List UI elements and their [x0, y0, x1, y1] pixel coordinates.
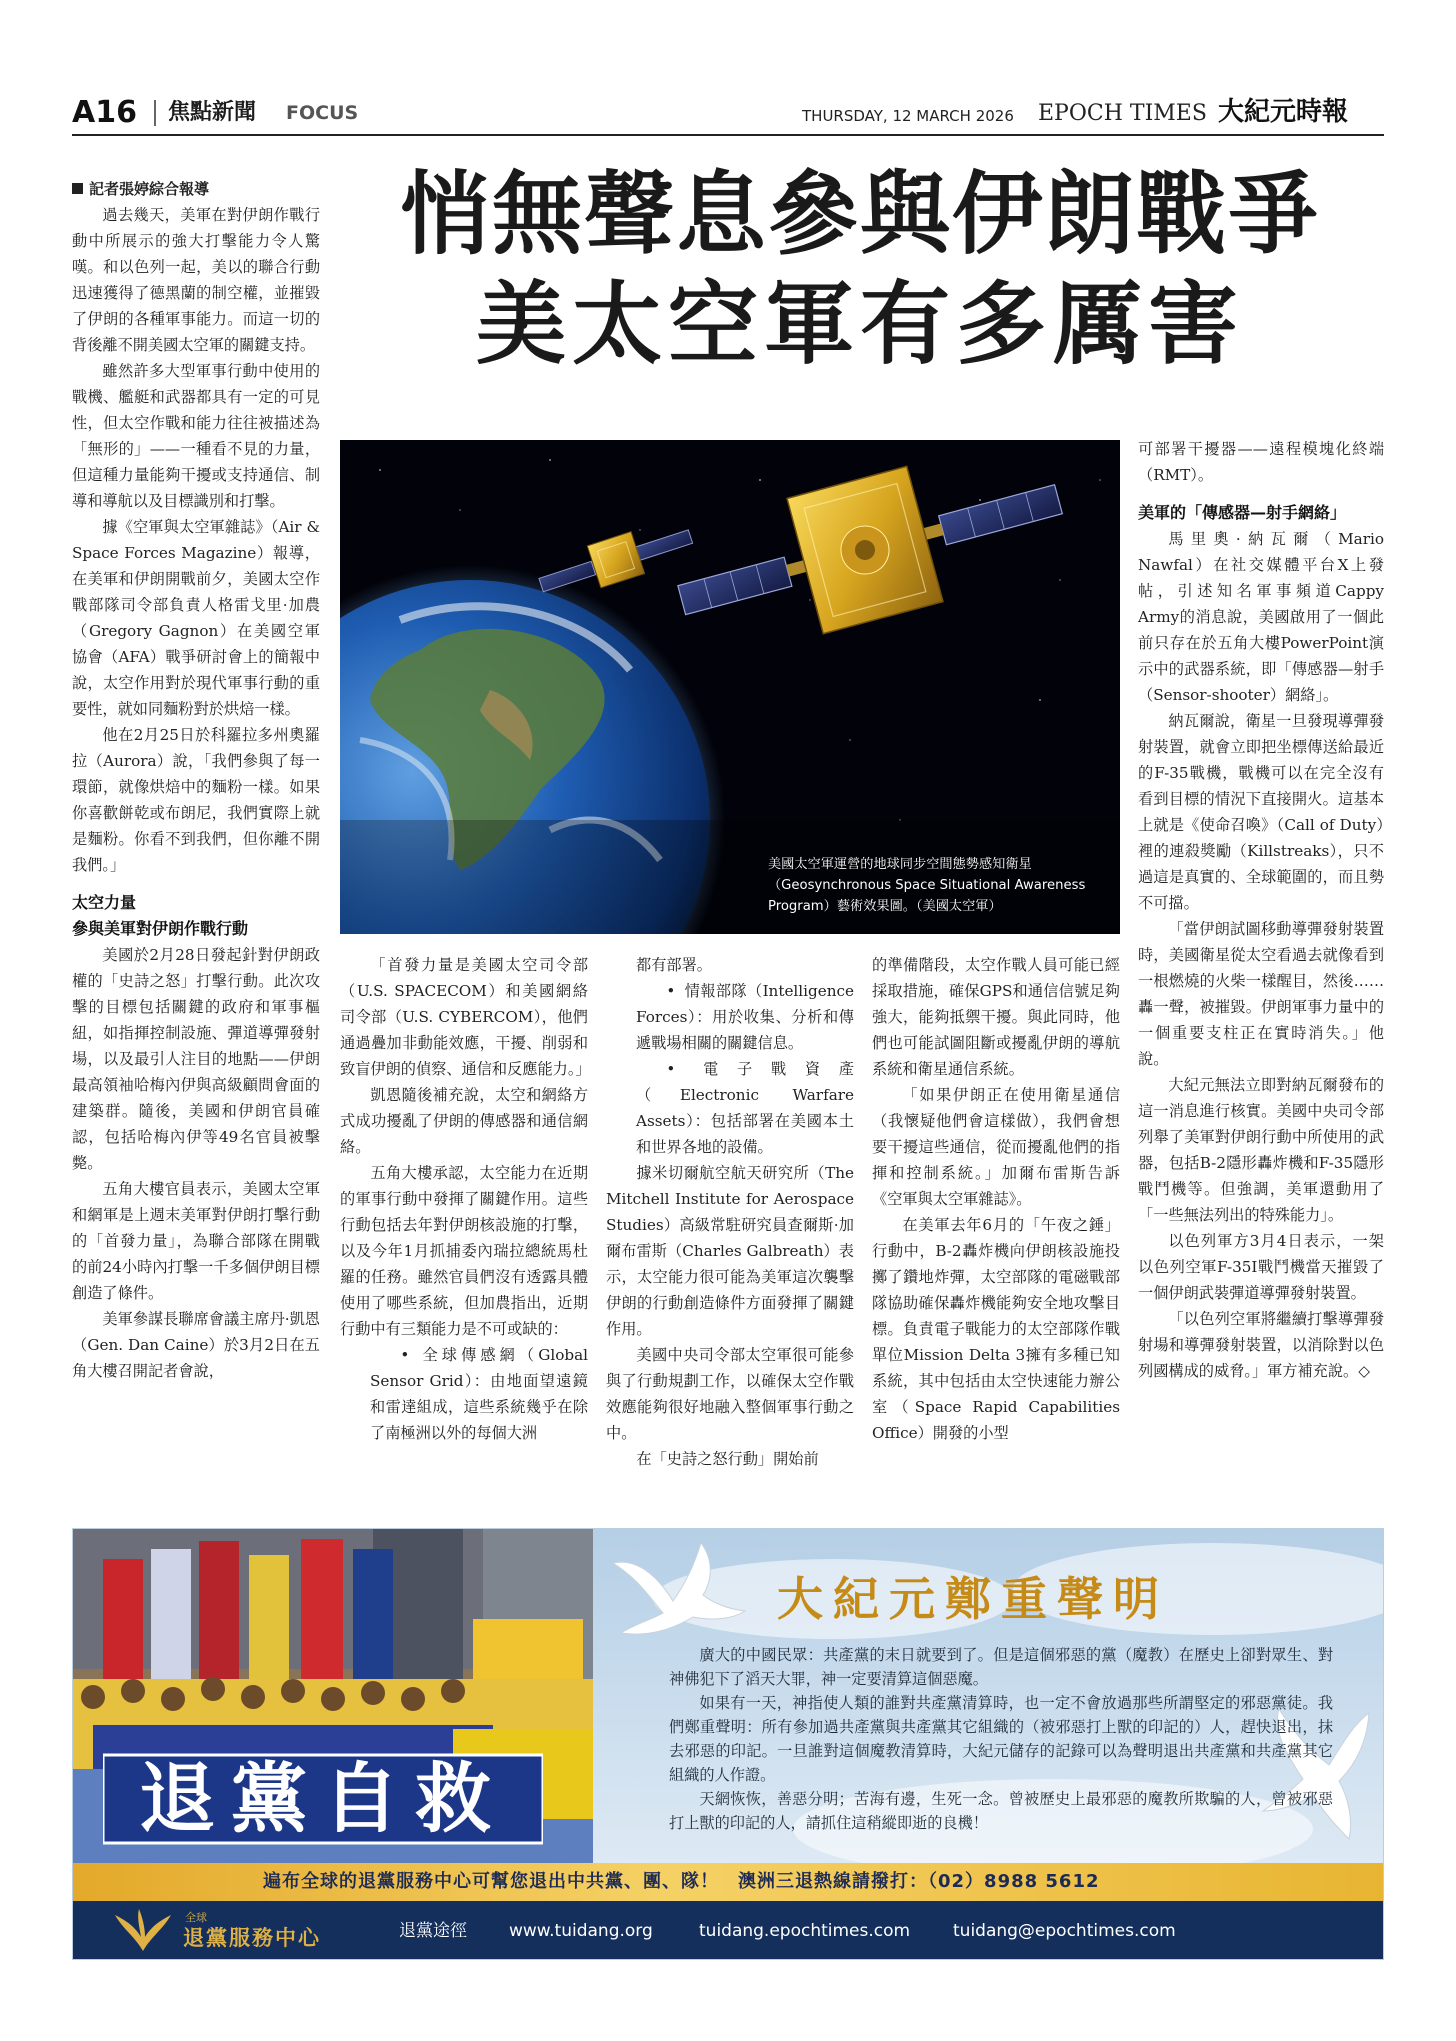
paragraph: 以色列軍方3月4日表示，一架以色列空軍F-35I戰鬥機當天摧毀了一個伊朗武裝彈道導彈發射裝置。	[1138, 1232, 1384, 1302]
article-column-3	[606, 952, 854, 1472]
paragraph: 美國中央司令部太空軍很可能參與了行動規劃工作，以確保太空作戰效應能夠很好地融入整個軍事行動之中。	[606, 1346, 854, 1442]
links-label: 退黨途徑	[399, 1921, 467, 1941]
paragraph: 過去幾天，美軍在對伊朗作戰行動中所展示的強大打擊能力令人驚嘆。和以色列一起，美以的聯合行動迅速獲得了德黑蘭的制空權，並摧毀了伊朗的各種軍事能力。而這一切的背後離不開美國太空軍的關鍵支持。	[72, 206, 320, 354]
ad-statement	[669, 1643, 1333, 1835]
paragraph: 「當伊朗試圖移動導彈發射裝置時，美國衛星從太空看過去就像看到一根燃燒的火柴一樣醒目，然後……轟一聲，被摧毀。伊朗軍事力量中的一個重要支柱正在實時消失。」他說。	[1138, 920, 1384, 1068]
issue-date: THURSDAY, 12 MARCH 2026	[802, 107, 1014, 125]
article-column-4	[872, 952, 1120, 1446]
bullet-item: • 全球傳感網（Global Sensor Grid）：由地面望遠鏡和雷達組成，這些系統幾乎在除了南極洲以外的每個大洲	[370, 1346, 588, 1442]
links-bar	[73, 1901, 1384, 1960]
subheading: 美軍的「傳感器—射手網絡」	[1138, 503, 1347, 522]
tuidang-logo: 全球 退黨服務中心	[113, 1907, 323, 1955]
headline-line-1: 悄無聲息參與伊朗戰爭	[400, 162, 1320, 267]
paragraph: 馬里奧·納瓦爾（Mario Nawfal）在社交媒體平台X上發帖，引述知名軍事頻道Cappy Army的消息說，美國啟用了一個此前只存在於五角大樓PowerPoint演示中的武器系統，即「傳感器—射手（Sensor-shooter）網絡」。	[1138, 530, 1384, 704]
paragraph: 都有部署。	[636, 956, 712, 974]
paragraph: 據米切爾航空航天研究所（The Mitchell Institute for Aerospace Studies）高級常駐研究員查爾斯·加爾布雷斯（Charles Galbreath）表示，太空能力很可能為美軍這次襲擊伊朗的行動創造條件方面發揮了關鍵作用。	[606, 1164, 854, 1338]
paragraph: 可部署干擾器——遠程模塊化終端（RMT）。	[1138, 440, 1384, 484]
tuidang-website-link[interactable]: www.tuidang.org	[509, 1921, 653, 1941]
article-column-2	[340, 952, 591, 1446]
section-name-en: FOCUS	[286, 102, 359, 124]
tuidang-email-link[interactable]: tuidang@epochtimes.com	[953, 1921, 1176, 1941]
byline: 記者張婷綜合報導	[72, 176, 320, 202]
paragraph: 在美軍去年6月的「午夜之錘」行動中，B-2轟炸機向伊朗核設施投擲了鑽地炸彈，太空部隊的電磁戰部隊協助確保轟炸機能夠安全地攻擊目標。負責電子戰能力的太空部隊作戰單位Mission Delta 3擁有多種已知系統，其中包括由太空快速能力辦公室（Space Rapid Capabilities Office）開發的小型	[872, 1216, 1120, 1442]
paragraph: 「以色列空軍將繼續打擊導彈發射場和導彈發射裝置，以消除對以色列國構成的威脅。」軍方補充說。◇	[1138, 1310, 1384, 1380]
paragraph: 五角大樓承認，太空能力在近期的軍事行動中發揮了關鍵作用。這些行動包括去年對伊朗核設施的打擊，以及今年1月抓捕委內瑞拉總統馬杜羅的任務。雖然官員們沒有透露具體使用了哪些系統，但加農指出，近期行動中有三類能力是不可或缺的：	[340, 1164, 588, 1338]
paragraph: 大紀元無法立即對納瓦爾發布的這一消息進行核實。美國中央司令部列舉了美軍對伊朗行動中所使用的武器，包括B-2隱形轟炸機和F-35隱形戰鬥機等。但強調，美軍還動用了「一些無法列出的特殊能力」。	[1138, 1076, 1384, 1224]
paragraph: 美軍參謀長聯席會議主席丹·凱恩（Gen. Dan Caine）於3月2日在五角大樓召開記者會說，	[72, 1310, 320, 1380]
wings-icon	[113, 1907, 173, 1955]
page-header	[72, 96, 1384, 136]
article-column-1	[72, 176, 320, 1384]
satellite-photo	[340, 440, 1120, 934]
square-bullet-icon	[72, 183, 83, 194]
subheading: 參與美軍對伊朗作戰行動	[72, 919, 249, 938]
paragraph: 據《空軍與太空軍雜誌》（Air & Space Forces Magazine）報導，在美軍和伊朗開戰前夕，美國太空作戰部隊司令部負責人格雷戈里·加農（Gregory Gagnon）在美國空軍協會（AFA）戰爭研討會上的簡報中說，太空作用對於現代軍事行動的重要性，就如同麵粉對於烘焙一樣。	[72, 518, 320, 718]
headline	[340, 160, 1380, 380]
paragraph: 雖然許多大型軍事行動中使用的戰機、艦艇和武器都具有一定的可見性，但太空作戰和能力往往被描述為「無形的」——一種看不見的力量，但這種力量能夠干擾或支持通信、制導和導航以及目標識別和打擊。	[72, 362, 320, 510]
bullet-item: • 電子戰資產（Electronic Warfare Assets）：包括部署在美國本土和世界各地的設備。	[636, 1060, 854, 1156]
section-name: 焦點新聞	[168, 100, 257, 125]
paragraph: 他在2月25日於科羅拉多州奧羅拉（Aurora）說，「我們參與了每一環節，就像烘焙中的麵粉一樣。如果你喜歡餅乾或布朗尼，我們實際上就是麵粉。你看不到我們，但你離不開我們。」	[72, 726, 320, 874]
bullet-item: • 情報部隊（Intelligence Forces）：用於收集、分析和傳遞戰場相關的關鍵信息。	[636, 982, 854, 1052]
article-column-5	[1138, 436, 1384, 1384]
paragraph: 廣大的中國民眾：共產黨的末日就要到了。但是這個邪惡的黨（魔教）在歷史上卻對眾生、對神佛犯下了滔天大罪，神一定要清算這個惡魔。	[669, 1646, 1333, 1688]
advertisement	[72, 1528, 1384, 1960]
paper-name-en: EPOCH TIMES	[1038, 101, 1207, 126]
paragraph: 納瓦爾說，衛星一旦發現導彈發射裝置，就會立即把坐標傳送給最近的F-35戰機，戰機可以在完全沒有看到目標的情況下直接開火。這基本上就是《使命召喚》（Call of Duty）裡的連殺獎勵（Killstreaks），只不過這是真實的、全球範圍的，而且勢不可擋。	[1138, 712, 1384, 912]
hotline-text: 遍布全球的退黨服務中心可幫您退出中共黨、團、隊！ 澳洲三退熱線請撥打：（02）8988 5612	[263, 1871, 1100, 1892]
page-number: A16	[72, 95, 137, 130]
paragraph: 「首發力量是美國太空司令部（U.S. SPACECOM）和美國網絡司令部（U.S. CYBERCOM），他們通過疊加非動能效應，干擾、削弱和致盲伊朗的偵察、通信和反應能力。」	[340, 956, 591, 1078]
photo-caption: 美國太空軍運營的地球同步空間態勢感知衛星 （Geosynchronous Space Situational Awareness Program）藝術效果圖。（美國太空軍）	[768, 857, 1086, 914]
epochtimes-tuidang-link[interactable]: tuidang.epochtimes.com	[699, 1921, 911, 1941]
subheading: 太空力量	[72, 893, 137, 912]
paragraph: 在「史詩之怒行動」開始前	[636, 1450, 819, 1468]
ad-title: 大紀元鄭重聲明	[777, 1572, 1169, 1626]
paragraph: 美國於2月28日發起針對伊朗政權的「史詩之怒」打擊行動。此次攻擊的目標包括關鍵的政府和軍事樞紐，如指揮控制設施、彈道導彈發射場，以及最引人注目的地點——伊朗最高領袖哈梅內伊與高級顧問會面的建築群。隨後，美國和伊朗官員確認，包括哈梅內伊等49名官員被擊斃。	[72, 946, 320, 1172]
banner-slogan: 退黨自救	[103, 1749, 543, 1849]
paper-name-cn: 大紀元時報	[1218, 97, 1349, 127]
paragraph: 五角大樓官員表示，美國太空軍和網軍是上週末美軍對伊朗打擊行動的「首發力量」，為聯合部隊在開戰的前24小時內打擊一千多個伊朗目標創造了條件。	[72, 1180, 320, 1302]
paragraph: 如果有一天，神指使人類的誰對共產黨清算時，也一定不會放過那些所謂堅定的邪惡黨徒。我們鄭重聲明：所有參加過共產黨與共產黨其它組織的（被邪惡打上獸的印記的）人，趕快退出，抹去邪惡的印記。一旦誰對這個魔教清算時，大紀元儲存的記錄可以為聲明退出共產黨和共產黨其它組織的人作證。	[669, 1694, 1333, 1784]
paragraph: 天網恢恢，善惡分明；苦海有邊，生死一念。曾被歷史上最邪惡的魔教所欺騙的人，曾被邪惡打上獸的印記的人，請抓住這稍縱即逝的良機！	[669, 1790, 1333, 1832]
hotline-bar	[73, 1863, 1384, 1901]
header-divider	[154, 100, 156, 126]
paragraph: 的準備階段，太空作戰人員可能已經採取措施，確保GPS和通信信號足夠強大，能夠抵禦干擾。與此同時，他們也可能試圖阻斷或擾亂伊朗的導航系統和衛星通信系統。	[872, 956, 1120, 1078]
headline-line-2: 美太空軍有多厲害	[476, 272, 1244, 377]
paragraph: 凱恩隨後補充說，太空和網絡方式成功擾亂了伊朗的傳感器和通信網絡。	[340, 1086, 588, 1156]
paragraph: 「如果伊朗正在使用衛星通信（我懷疑他們會這樣做），我們會想要干擾這些通信，從而擾亂他們的指揮和控制系統。」加爾布雷斯告訴《空軍與太空軍雜誌》。	[872, 1086, 1120, 1208]
